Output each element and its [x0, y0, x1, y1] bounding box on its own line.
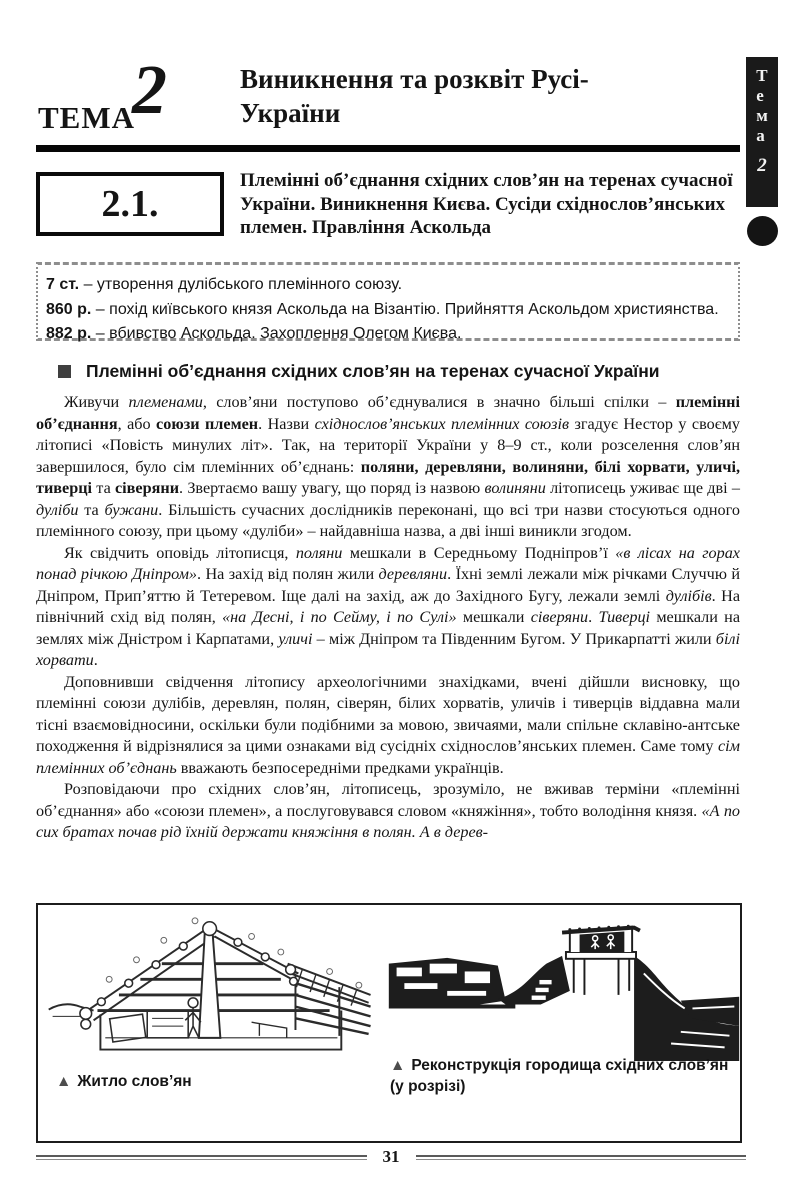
timeline-entry: [46, 298, 728, 323]
sidebar-letter: е: [756, 86, 764, 105]
section-number: 2.1.: [101, 183, 159, 225]
sidebar-theme-number: 2: [757, 155, 767, 176]
hillfort-illustration: [388, 915, 740, 1061]
sidebar-letter: а: [756, 126, 765, 145]
figure-caption-text: Житло слов’ян: [77, 1073, 192, 1090]
section-number-box: [36, 172, 224, 236]
theme-label: ТЕМА: [38, 100, 135, 135]
square-bullet-icon: [58, 365, 71, 378]
timeline-text: – утворення дулібського племінного союзу.: [79, 276, 403, 293]
sidebar-letter: Т: [756, 66, 768, 85]
slavic-dwelling-illustration: [46, 913, 384, 1071]
timeline-date: 860 р.: [46, 300, 92, 318]
sidebar-dot: [747, 216, 778, 246]
sidebar-letter: м: [756, 106, 768, 125]
page-number: 31: [382, 1147, 400, 1166]
timeline-box: [36, 262, 740, 341]
timeline-date: 7 ст.: [46, 276, 80, 293]
section-heading: [58, 361, 660, 382]
footer-rule-right: [416, 1155, 747, 1160]
timeline-date: 882 р.: [46, 325, 92, 342]
figure-box: [36, 903, 742, 1143]
timeline-text: – похід київського князя Аскольда на Візантію. Прийняття Аскольдом християнства.: [91, 300, 719, 318]
triangle-marker-icon: ▲: [56, 1073, 72, 1090]
footer-rule-left: [36, 1155, 367, 1160]
figure-caption-text: Реконструкція городища східних слов’ян (у розрізі): [390, 1057, 729, 1095]
paragraph: Живучи племенами, слов’яни поступово об’єднувалися в значно більші спілки – племінні об’єднання, або союзи племен. Назви східнослов’янських племінних союзів згадує Нестор у своєму літописі «Повість минулих літ». Так, на території України у 8–9 ст., коли розселення слов’ян завершилося, було сім племінних об’єднань: поляни, деревляни, волиняни, білі хорвати, уличі, тиверці та сіверяни. Звертаємо вашу увагу, що поряд із назвою волиняни літописець уживає ще дві – дуліби та бужани. Більшість сучасних дослідників переконані, що всі три назви стосуються одного племінного союзу, при цьому «дуліби» – найдавніша назва, а дві інші виникли згодом.: [36, 393, 741, 540]
theme-number: 2: [132, 52, 167, 129]
sidebar-theme-tab: [746, 57, 778, 207]
paragraph: Як свідчить оповідь літописця, поляни мешкали в Середньому Подніпров’ї «в лісах на горах понад річкою Дніпром». На захід від полян жили деревляни. Їхні землі лежали між річками Случчю й Дніпром, Прип’яттю й Тетеревом. Іще далі на захід, аж до Західного Бугу, лежали землі дулібів. На північний схід від полян, «на Десні, і по Сейму, і по Сулі» мешкали сіверяни. Тиверці мешкали на землях між Дністром і Карпатами, уличі – між Дніпром та Південним Бугом. У Прикарпатті жили білі хорвати.: [36, 543, 741, 669]
section-heading-text: Племінні об’єднання східних слов’ян на теренах сучасної України: [86, 361, 660, 381]
timeline-entry: [46, 322, 728, 347]
chapter-title: Виникнення та розквіт Русі-України: [240, 64, 589, 128]
figure-caption-dwelling: [56, 1071, 356, 1092]
header-rule: [36, 145, 740, 152]
timeline-text: – вбивство Аскольда. Захоплення Олегом Києва.: [91, 325, 462, 342]
paragraph: Розповідаючи про східних слов’ян, літописець, зрозуміло, не вживав терміни «племінні об’єднання» або «союзи племен», а послуговувався словом «княжіння», тобто володіння князя. «А по сих братах почав рід їхній держати княжіння в полян. А в дерев-: [36, 780, 741, 841]
figure-caption-hillfort: [390, 1055, 730, 1097]
page-footer: [36, 1147, 746, 1167]
triangle-marker-icon: ▲: [390, 1057, 406, 1074]
body-text: [36, 392, 740, 844]
sidebar-letters: [756, 66, 768, 146]
section-title: Племінні об’єднання східних слов’ян на теренах сучасної України. Виникнення Києва. Сусіди східнослов’янських племен. Правління Аскольда: [240, 170, 733, 238]
timeline-entry: [46, 273, 728, 298]
paragraph: Доповнивши свідчення літопису археологічними знахідками, вчені дійшли висновку, що племінні союзи дулібів, деревлян, полян, сіверян, білих хорватів, уличів і тиверців віддавна мали тісні взаємовідносини, оскільки були подібними за мовою, звичаями, мали спільне склавіно-антське походження й відрізнялися за цими ознаками від сусідніх східнослов’янських племен. Саме тому сім племінних об’єднань вважають безпосередніми предками українців.: [36, 672, 740, 777]
